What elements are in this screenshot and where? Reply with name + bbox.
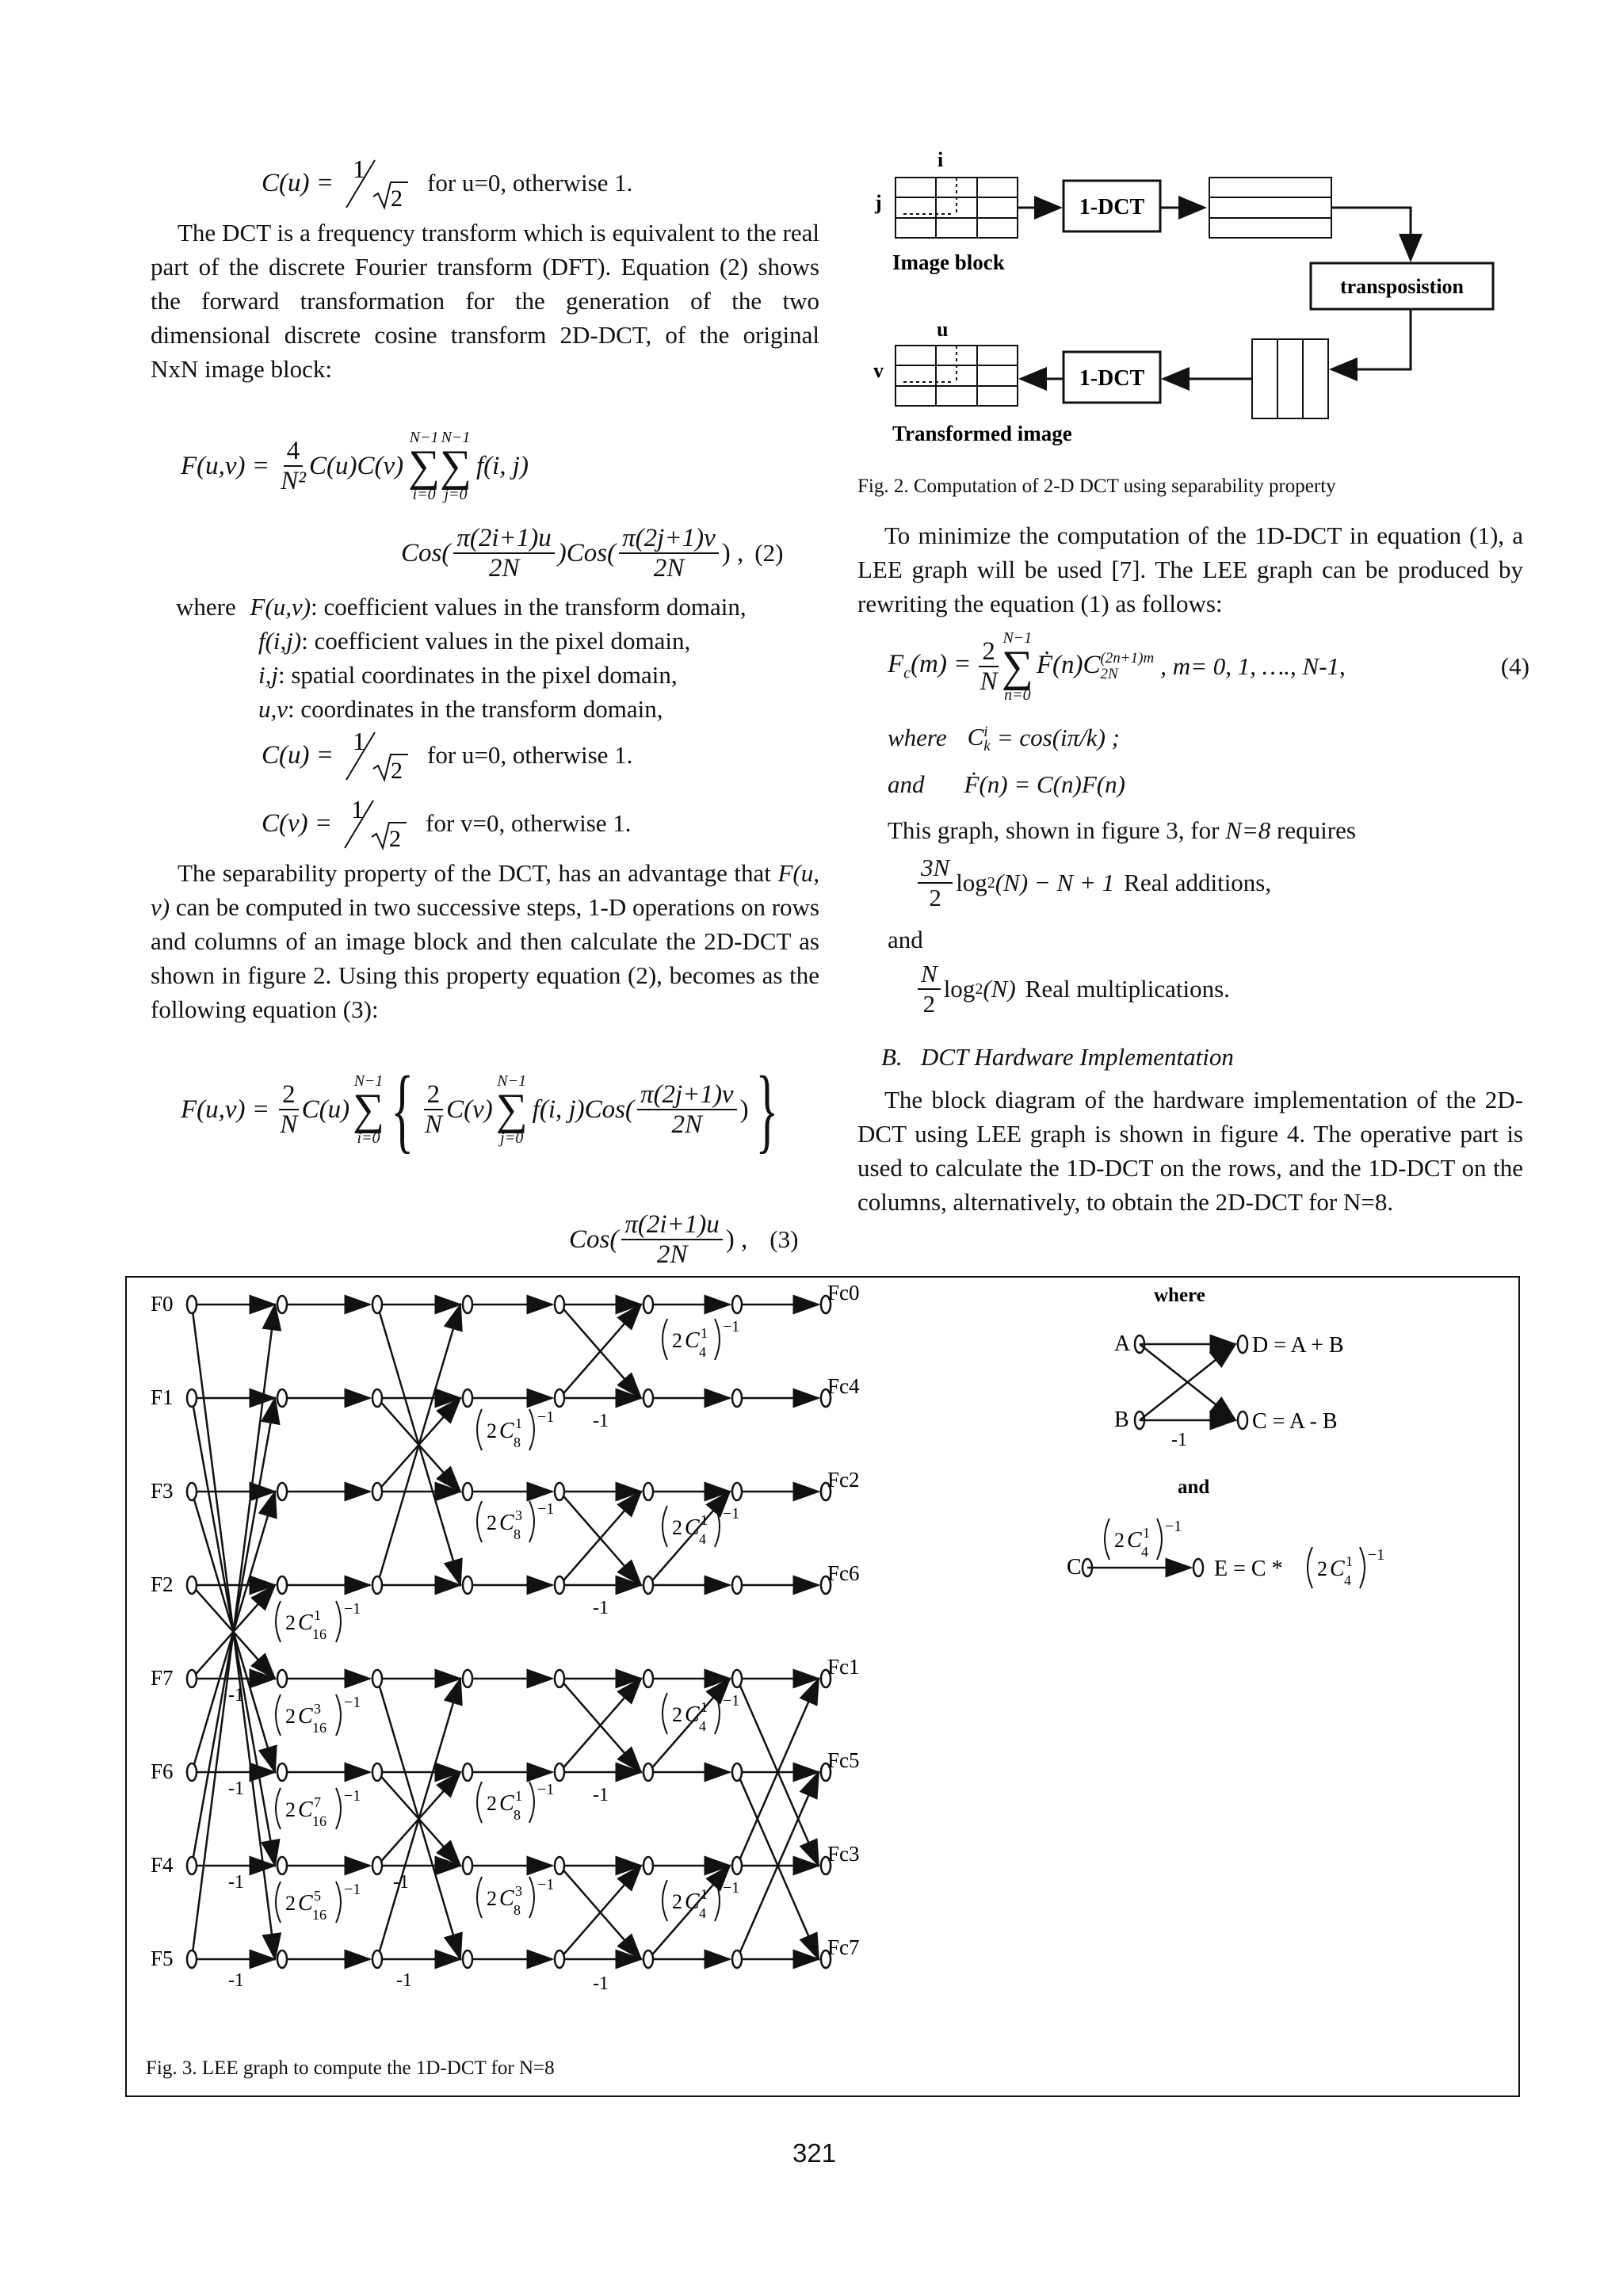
svg-text:1: 1: [701, 1886, 708, 1902]
svg-text:4: 4: [699, 1905, 706, 1921]
svg-text:8: 8: [514, 1435, 521, 1450]
eq2-fij: f(i, j): [475, 451, 529, 480]
svg-text:1: 1: [351, 796, 365, 823]
coef-c8-1-b: [477, 1781, 554, 1823]
graph-node: [277, 1763, 287, 1781]
svg-text:transposistion: transposistion: [1339, 275, 1465, 298]
legend-d: D = A + B: [1252, 1333, 1344, 1358]
svg-text:1-DCT: 1-DCT: [1079, 195, 1145, 220]
svg-text:2: 2: [285, 1705, 296, 1728]
coef-c8-1: [477, 1408, 554, 1450]
left-paragraph-1: The DCT is a frequency transform which is equivalent to the real part of the discrete Fourier transform (DFT). Equation (2) shows the forward transformation for the generation of the two dimensional discrete cosine transform 2D-DCT, of the original NxN image block:: [151, 219, 819, 383]
svg-text:2: 2: [1317, 1557, 1327, 1580]
graph-node: [277, 1670, 287, 1687]
minus-one-label: -1: [593, 1411, 609, 1431]
figure-2-caption: Fig. 2. Computation of 2-D DCT using separability property: [857, 476, 1336, 497]
coef-c16-7: [276, 1787, 361, 1829]
eq3-sum-1: N−1 ∑ i=0: [353, 1072, 384, 1147]
cu-condition: for u=0, otherwise 1.: [427, 169, 633, 197]
equation-3-line-2: Cos( $\frac{\pi(2i+1)u}{2N}$ ) , (3): [569, 1210, 799, 1269]
cu-lhs: C(u) =: [262, 168, 334, 197]
minus-one-label: -1: [228, 1970, 244, 1991]
label-j: j: [875, 191, 882, 214]
eq2-number: (2): [754, 539, 784, 567]
graph-node: [555, 1576, 564, 1594]
svg-text:8: 8: [514, 1902, 521, 1918]
svg-text:2: 2: [285, 1798, 296, 1821]
svg-text:2: 2: [487, 1419, 497, 1442]
legend-minus-one: -1: [1171, 1430, 1187, 1450]
svg-text:−1: −1: [344, 1787, 361, 1805]
multiplications-formula: $\frac{N}{2}$ log 2 (N) Real multiplications.: [915, 953, 1230, 1026]
svg-text:−1: −1: [1165, 1518, 1182, 1535]
svg-text:1: 1: [1143, 1525, 1150, 1541]
graph-node: [732, 1857, 742, 1874]
eq3-number: (3): [769, 1225, 799, 1253]
graph-node: [555, 1857, 564, 1874]
svg-text:C: C: [298, 1704, 313, 1729]
svg-text:8: 8: [514, 1807, 521, 1823]
label-v: v: [873, 359, 884, 382]
legend-and: and: [1178, 1477, 1210, 1498]
svg-text:2: 2: [285, 1892, 296, 1915]
equation-3-line-1: F(u,v) = $\frac{2}{N}$ C(u) N−1 ∑ i=0 { $\frac{2}{N}$ C(v) N−1 ∑ j=0 f(i, j)Cos( $\frac{\pi(2j+1)v}{2N}$ ) }: [181, 1056, 778, 1162]
svg-text:7: 7: [314, 1794, 321, 1810]
input-label: F3: [151, 1479, 174, 1503]
svg-text:1: 1: [701, 1325, 708, 1341]
svg-text:2: 2: [389, 826, 402, 851]
coef-c8-3: [477, 1500, 554, 1542]
graph-node: [732, 1950, 742, 1968]
equation-2-line-2: Cos( $\frac{\pi(2i+1)u}{2N}$ )Cos( $\frac{\pi(2j+1)v}{2N}$ ) , (2): [401, 524, 784, 583]
svg-text:−1: −1: [344, 1600, 361, 1618]
image-block-grid: [896, 178, 1018, 238]
legend-a: A: [1114, 1331, 1131, 1356]
coef-c8-3-b: [477, 1876, 554, 1918]
where-ck: where C i k = cos(iπ/k) ;: [888, 723, 1120, 755]
svg-text:8: 8: [514, 1526, 521, 1542]
page-number: 321: [792, 2138, 837, 2168]
coef-c16-3: [276, 1694, 361, 1736]
eq2-sum-1: N−1 ∑ i=0: [408, 429, 441, 503]
svg-text:−1: −1: [537, 1500, 555, 1518]
graph-node: [643, 1576, 653, 1594]
coef-c4-1-d: [663, 1879, 739, 1921]
svg-text:16: 16: [312, 1813, 327, 1829]
equation-4: $F_c(m)$ = $\frac{2}{N}$ N−1 ∑ n=0 Ḟ(n)C (2n+1)m 2N , m= 0, 1, …., N-1, (4): [888, 629, 1529, 704]
svg-text:C: C: [1127, 1528, 1142, 1553]
svg-text:1-DCT: 1-DCT: [1079, 366, 1145, 391]
graph-node: [372, 1576, 382, 1594]
svg-text:4: 4: [1141, 1544, 1148, 1560]
svg-text:C: C: [499, 1791, 514, 1816]
coef-c4-1-c: [663, 1692, 739, 1734]
graph-node: [372, 1950, 382, 1968]
graph-node: [732, 1389, 742, 1407]
svg-text:1: 1: [353, 155, 366, 183]
section-heading: B. DCT Hardware Implementation: [881, 1043, 1234, 1071]
graph-node: [463, 1389, 472, 1407]
svg-text:2: 2: [391, 758, 403, 783]
eq2-lhs: F(u,v) =: [181, 451, 270, 480]
svg-text:4: 4: [699, 1718, 706, 1734]
graph-node: [643, 1296, 653, 1313]
right-paragraph-2: The block diagram of the hardware implementation of the 2D-DCT using LEE graph is shown in figure 4. The operative part is used to calculate the 1D-DCT on the rows, and the 1D-DCT on the columns, alternatively, to obtain the 2D-DCT for N=8.: [857, 1086, 1523, 1216]
graph-node: [732, 1483, 742, 1500]
svg-text:1: 1: [515, 1788, 522, 1804]
graph-node: [643, 1950, 653, 1968]
svg-text:2: 2: [672, 1329, 682, 1352]
cu-definition: C(u) = 1 2 for u=0, otherwise 1.: [262, 728, 633, 783]
left-paragraph-2: The separability property of the DCT, has an advantage that F(u, v) can be computed in two successive steps, 1-D operations on rows and columns of an image block and then calculate the 2D-DCT as shown in figure 2. Using this property equation (2), becomes as the following equation (3):: [151, 859, 819, 1023]
graph-node: [732, 1576, 742, 1594]
legend-coef-c4-e: [1308, 1546, 1384, 1588]
minus-one-label: -1: [396, 1970, 412, 1991]
coef-c16-5: [276, 1881, 361, 1923]
svg-text:−1: −1: [344, 1694, 361, 1711]
minus-one-label: -1: [393, 1872, 409, 1893]
svg-text:−1: −1: [537, 1408, 555, 1426]
graph-node: [277, 1857, 287, 1874]
minus-one-label: -1: [228, 1685, 244, 1706]
input-label: F2: [151, 1572, 174, 1596]
and-fdot: and Ḟ(n) = C(n)F(n): [888, 770, 1125, 798]
output-label: Fc4: [827, 1374, 860, 1398]
output-label: Fc2: [827, 1468, 860, 1492]
graph-node: [643, 1670, 653, 1687]
graph-node: [372, 1483, 382, 1500]
figure-3-caption: Fig. 3. LEE graph to compute the 1D-DCT for N=8: [146, 2057, 555, 2079]
cu-definition-top: [262, 155, 632, 211]
graph-node: [555, 1483, 564, 1500]
svg-text:C: C: [685, 1515, 700, 1540]
svg-text:−1: −1: [1368, 1546, 1385, 1564]
graph-node: [732, 1763, 742, 1781]
eq4-sum: N−1 ∑ n=0: [1001, 629, 1033, 704]
svg-text:3: 3: [515, 1883, 522, 1899]
minus-one-label: -1: [228, 1872, 244, 1893]
graph-node: [732, 1296, 742, 1313]
figure-2-diagram: [856, 143, 1537, 460]
graph-node: [463, 1857, 472, 1874]
cv-definition: C(v) = 1 2 for v=0, otherwise 1.: [262, 796, 632, 851]
one-over-root2-glyph: [337, 796, 408, 851]
legend-coef-c4: [1105, 1518, 1182, 1560]
graph-node: [187, 1483, 197, 1500]
graph-node: [187, 1950, 197, 1968]
svg-text:1: 1: [1346, 1553, 1353, 1569]
svg-text:2: 2: [285, 1611, 296, 1634]
svg-text:1: 1: [353, 728, 366, 755]
svg-text:C: C: [298, 1891, 313, 1916]
svg-text:C: C: [685, 1328, 700, 1353]
one-over-root2-glyph: [338, 728, 410, 783]
svg-text:2: 2: [487, 1887, 497, 1910]
input-label: F1: [151, 1385, 174, 1409]
graph-node: [372, 1389, 382, 1407]
eq2-fraction: $\frac{4}{\text{N²}}$: [281, 437, 306, 495]
graph-node: [555, 1389, 564, 1407]
image-block-label: Image block: [892, 250, 1005, 274]
minus-one-label: -1: [228, 1778, 244, 1799]
input-label: F0: [151, 1292, 174, 1316]
svg-text:C: C: [499, 1511, 514, 1535]
graph-node: [187, 1576, 197, 1594]
svg-text:1: 1: [515, 1415, 522, 1431]
legend-c: C = A - B: [1252, 1409, 1338, 1434]
right-paragraph-1: To minimize the computation of the 1D-DCT in equation (1), a LEE graph will be used [7]. The LEE graph can be produced by rewriting the equation (1) as follows:: [857, 521, 1523, 617]
coef-c4-1-b: [663, 1505, 739, 1547]
graph-node: [643, 1763, 653, 1781]
graph-node: [277, 1296, 287, 1313]
svg-text:−1: −1: [537, 1781, 555, 1798]
svg-text:16: 16: [312, 1720, 327, 1736]
svg-text:−1: −1: [537, 1876, 555, 1893]
legend-where: where: [1154, 1285, 1205, 1306]
graph-node: [643, 1857, 653, 1874]
graph-node: [277, 1483, 287, 1500]
graph-node: [187, 1763, 197, 1781]
svg-text:C: C: [298, 1610, 313, 1635]
svg-text:2: 2: [391, 185, 403, 211]
svg-text:16: 16: [312, 1626, 327, 1642]
svg-text:2: 2: [487, 1792, 497, 1815]
svg-text:1: 1: [314, 1607, 321, 1623]
svg-text:2: 2: [672, 1516, 682, 1539]
figure-3-lee-graph: [127, 1278, 1518, 2046]
eq2-cucv: C(u)C(v): [308, 451, 404, 480]
row-result-grid: [1209, 178, 1331, 238]
svg-text:4: 4: [699, 1344, 706, 1360]
input-label: F5: [151, 1946, 174, 1970]
svg-text:16: 16: [312, 1907, 327, 1923]
where-list: where F(u,v): coefficient values in the transform domain, f(i,j): coefficient values in the pixel domain, i,j: spatial coordinates in the pixel domain, u,v: coordinates in the transform domain,: [176, 593, 747, 723]
svg-text:C: C: [499, 1419, 514, 1443]
graph-node: [277, 1950, 287, 1968]
svg-text:1: 1: [701, 1699, 708, 1715]
graph-node: [555, 1296, 564, 1313]
and-line: and: [888, 926, 923, 953]
graph-node: [463, 1483, 472, 1500]
svg-text:4: 4: [699, 1531, 706, 1547]
additions-formula: $\frac{3N}{2}$ log 2 (N) − N + 1 Real additions,: [915, 846, 1271, 919]
legend-b: B: [1114, 1408, 1129, 1432]
svg-text:2: 2: [1114, 1529, 1125, 1552]
graph-node: [1193, 1559, 1203, 1576]
svg-text:2: 2: [672, 1703, 682, 1726]
one-over-root2-glyph: [338, 155, 410, 211]
svg-text:−1: −1: [344, 1881, 361, 1898]
graph-node: [463, 1763, 472, 1781]
svg-text:C: C: [1330, 1557, 1345, 1581]
output-label: Fc6: [827, 1561, 860, 1585]
graph-node: [1238, 1412, 1247, 1429]
graph-node: [555, 1670, 564, 1687]
svg-text:1: 1: [701, 1512, 708, 1528]
graph-node: [187, 1857, 197, 1874]
legend-c-in: C: [1067, 1555, 1082, 1580]
svg-text:C: C: [499, 1886, 514, 1911]
svg-text:2: 2: [672, 1890, 682, 1913]
graph-node: [1238, 1335, 1247, 1353]
graph-node: [187, 1389, 197, 1407]
input-label: F4: [151, 1853, 174, 1877]
eq4-number: (4): [1500, 652, 1529, 680]
graph-node: [372, 1296, 382, 1313]
graph-node: [732, 1670, 742, 1687]
svg-text:5: 5: [314, 1888, 321, 1904]
col-result-grid: [1252, 339, 1328, 418]
graph-node: [277, 1576, 287, 1594]
graph-node: [372, 1670, 382, 1687]
graph-node: [187, 1670, 197, 1687]
graph-node: [277, 1389, 287, 1407]
svg-text:3: 3: [314, 1701, 321, 1717]
graph-node: [643, 1389, 653, 1407]
svg-text:−1: −1: [723, 1318, 740, 1335]
graph-node: [187, 1296, 197, 1313]
transformed-grid: [896, 346, 1018, 406]
graph-node: [555, 1763, 564, 1781]
output-label: Fc3: [827, 1842, 860, 1866]
legend-e: E = C *: [1214, 1557, 1283, 1581]
graph-node: [643, 1483, 653, 1500]
output-label: Fc7: [827, 1935, 860, 1959]
graph-node: [463, 1576, 472, 1594]
output-label: Fc0: [827, 1281, 860, 1305]
output-label: Fc5: [827, 1748, 860, 1772]
svg-text:4: 4: [1344, 1572, 1351, 1588]
svg-text:C: C: [685, 1889, 700, 1914]
output-label: Fc1: [827, 1655, 860, 1679]
graph-node: [372, 1857, 382, 1874]
svg-text:2: 2: [487, 1511, 497, 1534]
graph-node: [555, 1950, 564, 1968]
svg-text:−1: −1: [723, 1879, 740, 1897]
input-label: F7: [151, 1666, 174, 1690]
svg-text:−1: −1: [723, 1505, 740, 1522]
graph-node: [463, 1670, 472, 1687]
minus-one-label: -1: [593, 1973, 609, 1994]
input-label: F6: [151, 1759, 174, 1783]
svg-text:−1: −1: [723, 1692, 740, 1710]
coef-c16-1: [276, 1600, 361, 1642]
minus-one-label: -1: [593, 1785, 609, 1805]
svg-text:C: C: [298, 1797, 313, 1822]
coef-c4-1: [663, 1318, 739, 1360]
svg-text:3: 3: [515, 1507, 522, 1523]
graph-node: [463, 1950, 472, 1968]
eq3-sum-2: N−1 ∑ j=0: [495, 1072, 528, 1147]
transformed-label: Transformed image: [892, 422, 1072, 445]
graph-node: [372, 1763, 382, 1781]
graph-requirement-line: This graph, shown in figure 3, for N=8 requires: [888, 816, 1356, 844]
graph-node: [463, 1296, 472, 1313]
label-u: u: [937, 318, 949, 341]
minus-one-label: -1: [593, 1598, 609, 1618]
eq2-sum-2: N−1 ∑ j=0: [440, 429, 472, 503]
label-i: i: [938, 148, 944, 171]
equation-2-line-1: [181, 418, 529, 514]
svg-text:C: C: [685, 1702, 700, 1727]
